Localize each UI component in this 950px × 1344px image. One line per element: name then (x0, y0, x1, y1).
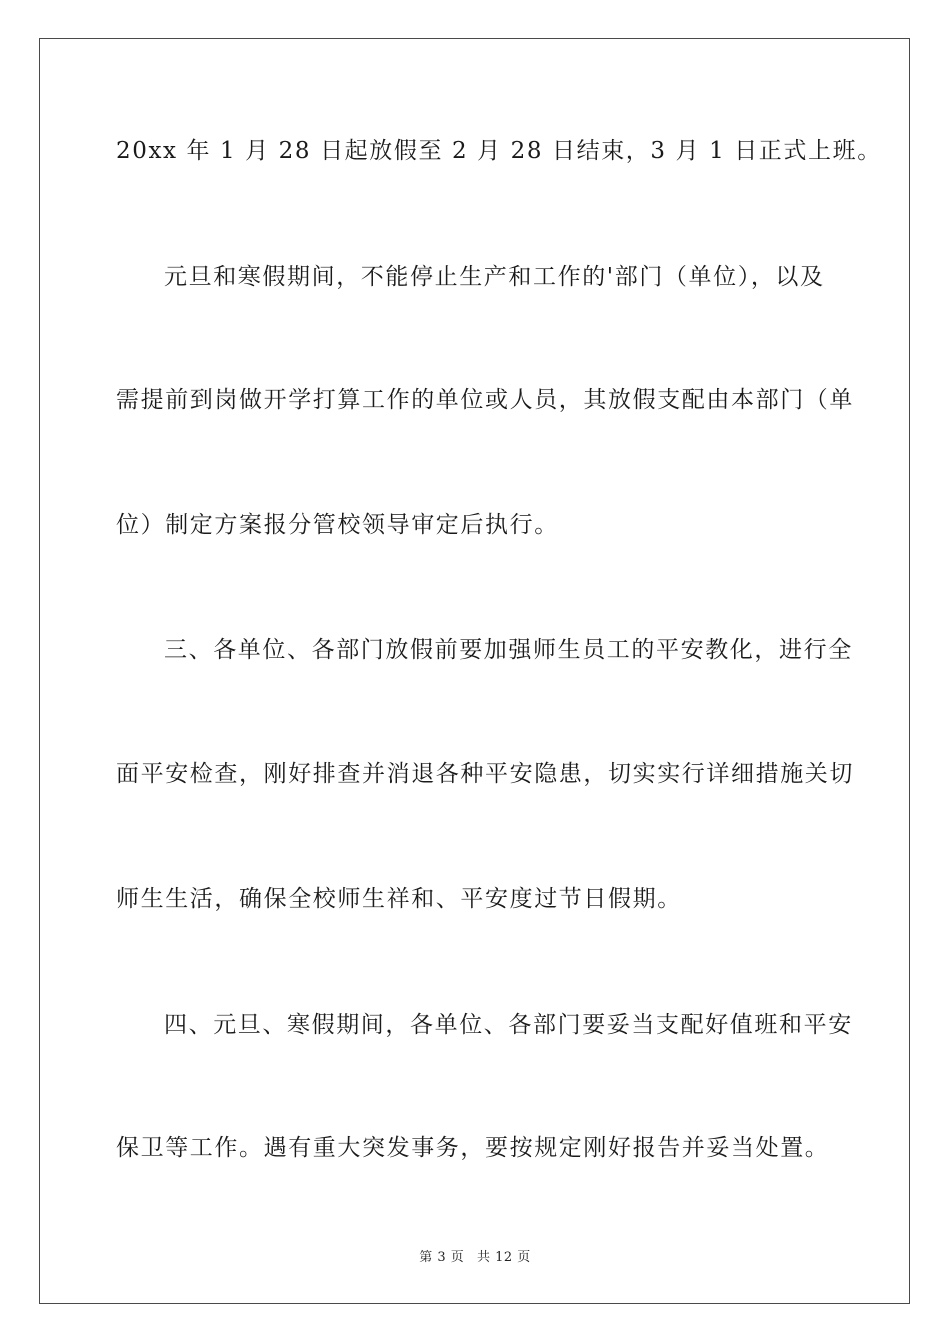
page-frame (39, 38, 910, 1304)
body-line-6: 面平安检查，刚好排查并消退各种平安隐患，切实实行详细措施关切 (116, 761, 854, 787)
body-line-1: 20xx 年 1 月 28 日起放假至 2 月 28 日结束，3 月 1 日正式上班。 (116, 138, 882, 164)
body-line-3: 需提前到岗做开学打算工作的单位或人员，其放假支配由本部门（单 (116, 387, 854, 413)
page-footer (0, 1246, 950, 1265)
body-line-5: 三、各单位、各部门放假前要加强师生员工的平安教化，进行全 (164, 637, 853, 663)
body-line-4: 位）制定方案报分管校领导审定后执行。 (116, 512, 559, 538)
body-line-9: 保卫等工作。遇有重大突发事务，要按规定刚好报告并妥当处置。 (116, 1135, 830, 1161)
page-total: 共 12 页 (476, 1250, 531, 1265)
page-number: 第 3 页 (419, 1250, 465, 1265)
body-line-8: 四、元旦、寒假期间，各单位、各部门要妥当支配好值班和平安 (164, 1012, 853, 1038)
body-line-2: 元旦和寒假期间，不能停止生产和工作的'部门（单位），以及 (164, 264, 825, 290)
body-line-7: 师生生活，确保全校师生祥和、平安度过节日假期。 (116, 886, 682, 912)
